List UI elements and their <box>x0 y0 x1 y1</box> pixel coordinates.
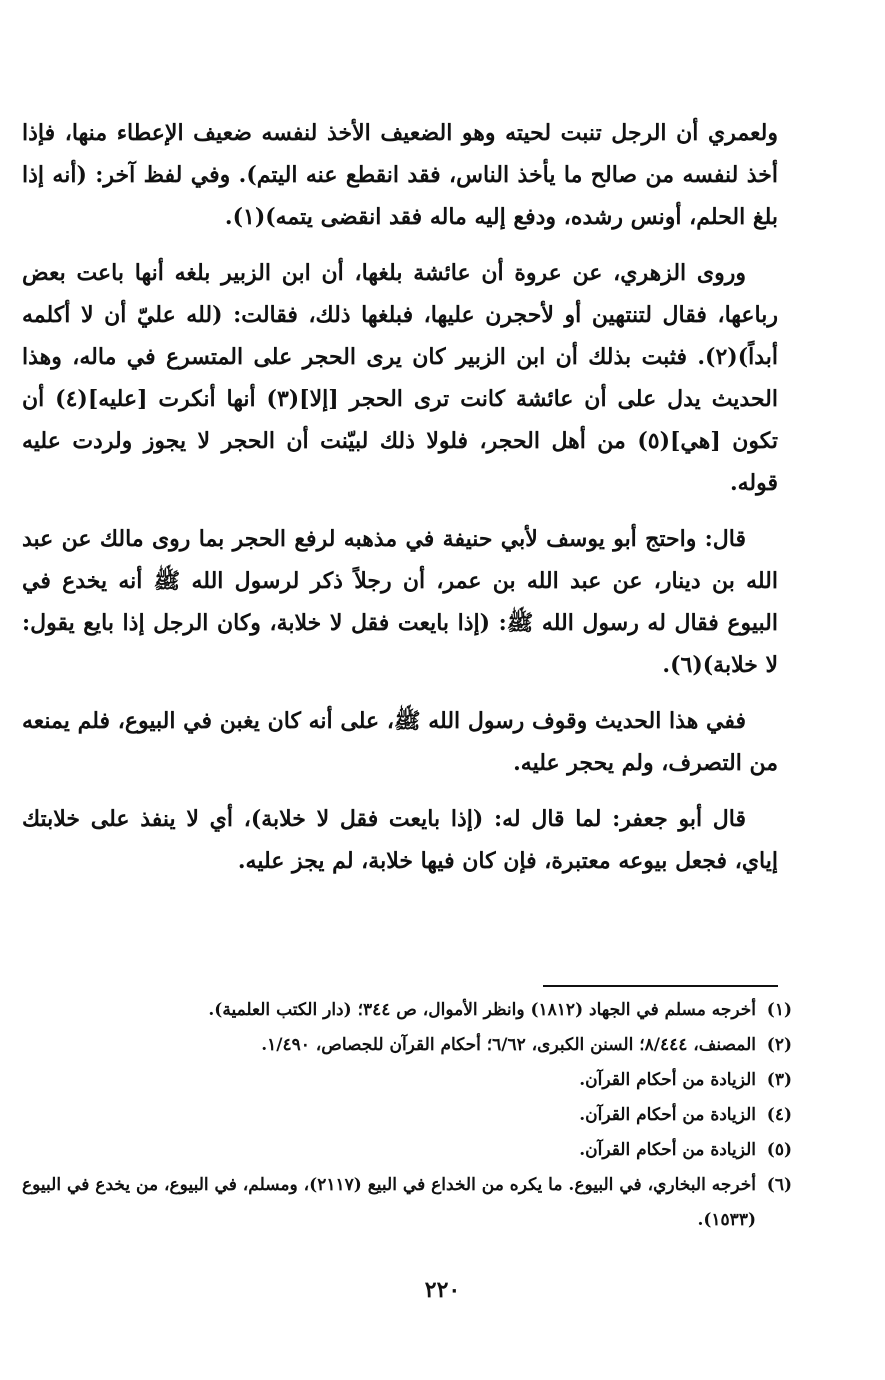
footnote-text: أخرجه البخاري، في البيوع. ما يكره من الخداع في البيع (٢١١٧)، ومسلم، في البيوع، من يخدع في البيوع (١٥٣٣). <box>22 1175 756 1230</box>
footnote-4 <box>22 1098 792 1133</box>
footnote-6 <box>22 1168 792 1238</box>
paragraph-4: ففي هذا الحديث وقوف رسول الله ﷺ، على أنه كان يغبن في البيوع، فلم يمنعه من التصرف، ولم يحجر عليه. <box>22 708 778 776</box>
footnote-number: (١) <box>766 1000 792 1020</box>
main-text <box>22 112 778 896</box>
footnote-1 <box>22 993 792 1028</box>
footnote-separator <box>543 985 778 987</box>
footnote-2 <box>22 1028 792 1063</box>
footnote-number: (٣) <box>766 1070 792 1090</box>
footnote-text: المصنف، ٨/٤٤٤؛ السنن الكبرى، ٦/٦٢؛ أحكام القرآن للجصاص، ١/٤٩٠. <box>261 1035 756 1055</box>
footnote-text: أخرجه مسلم في الجهاد (١٨١٢) وانظر الأموال، ص ٣٤٤؛ (دار الكتب العلمية). <box>208 1000 756 1020</box>
footnotes <box>22 993 792 1238</box>
footnote-number: (٥) <box>766 1140 792 1160</box>
footnote-text: الزيادة من أحكام القرآن. <box>579 1070 756 1090</box>
footnote-number: (٢) <box>766 1035 792 1055</box>
footnote-5 <box>22 1133 792 1168</box>
footnote-number: (٤) <box>766 1105 792 1125</box>
page-number: ٢٢٠ <box>424 1277 461 1303</box>
paragraph-5: قال أبو جعفر: لما قال له: (إذا بايعت فقل لا خلابة)، أي لا ينفذ على خلابتك إياي، فجعل بيوعه معتبرة، فإن كان فيها خلابة، لم يجز عليه. <box>22 806 778 874</box>
paragraph-1: ولعمري أن الرجل تنبت لحيته وهو الضعيف الأخذ لنفسه ضعيف الإعطاء منها، فإذا أخذ لنفسه من صالح ما يأخذ الناس، فقد انقطع عنه اليتم). وفي لفظ آخر: (أنه إذا بلغ الحلم، أونس رشده، ودفع إليه ماله فقد انقضى يتمه)(١). <box>22 120 778 230</box>
footnote-3 <box>22 1063 792 1098</box>
footnote-text: الزيادة من أحكام القرآن. <box>579 1140 756 1160</box>
footnote-number: (٦) <box>766 1175 792 1195</box>
paragraph-3: قال: واحتج أبو يوسف لأبي حنيفة في مذهبه لرفع الحجر بما روى مالك عن عبد الله بن دينار، عن عبد الله بن عمر، أن رجلاً ذكر لرسول الله ﷺ أنه يخدع في البيوع فقال له رسول الله ﷺ: (إذا بايعت فقل لا خلابة، وكان الرجل إذا بايع يقول: لا خلابة)(٦). <box>22 526 778 678</box>
paragraph-2: وروى الزهري، عن عروة أن عائشة بلغها، أن ابن الزبير بلغه أنها باعت بعض رباعها، فقال لتنتهين أو لأحجرن عليها، فبلغها ذلك، فقالت: (لله عليّ أن لا أكلمه أبداً)(٢). فثبت بذلك أن ابن الزبير كان يرى الحجر على المتسرع في ماله، وهذا الحديث يدل على أن عائشة كانت ترى الحجر [إلا](٣) أنها أنكرت [عليه](٤) أن تكون [هي](٥) من أهل الحجر، فلولا ذلك لبيّنت أن الحجر لا يجوز ولردت عليه قوله. <box>22 260 778 496</box>
footnote-text: الزيادة من أحكام القرآن. <box>579 1105 756 1125</box>
